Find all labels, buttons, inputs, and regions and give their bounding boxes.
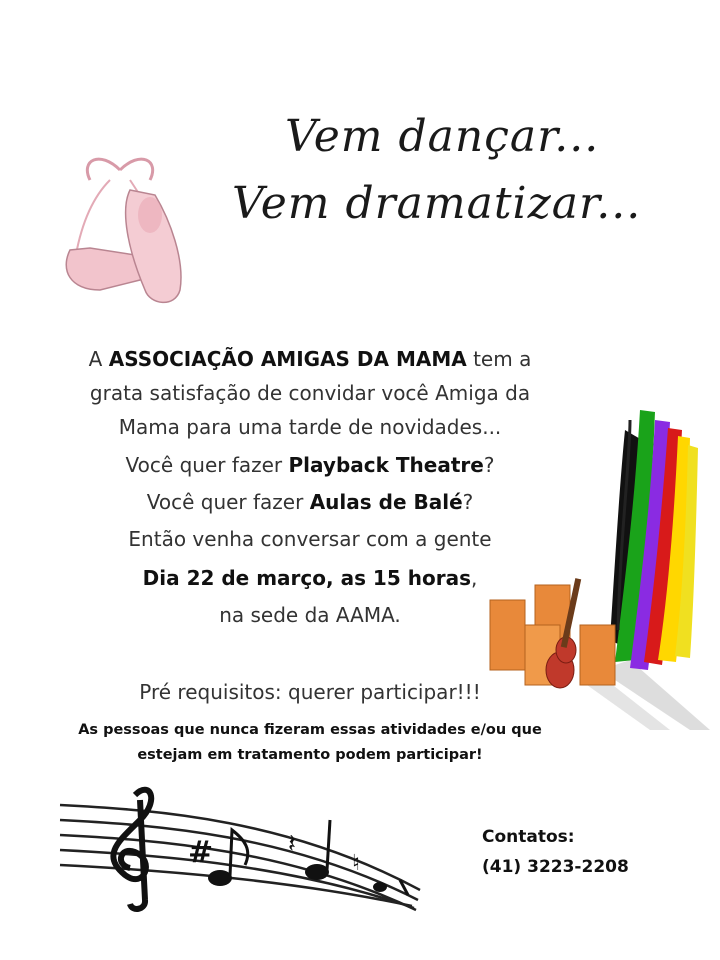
q1-bold: Playback Theatre [288,453,484,477]
q2-bold: Aulas de Balé [309,490,463,514]
note-line-2: estejam em tratamento podem participar! [137,747,483,763]
event-venue: na sede da AAMA. [219,603,401,627]
call-to-action: Então venha conversar com a gente [128,527,492,551]
svg-text:♮: ♮ [352,851,360,876]
costume-rack-icon [480,400,710,730]
date-suffix: , [470,566,478,590]
q2-prefix: Você quer fazer [146,490,304,514]
requirements: Pré requisitos: querer participar!!! [139,680,481,704]
intro-line-2: grata satisfação de convidar você Amiga da [89,381,531,405]
headline-line-1: Vem dançar... [285,111,600,162]
contacts-label: Contatos: [482,827,575,847]
intro-line-3: Mama para uma tarde de novidades... [118,415,502,439]
svg-text:𝄽: 𝄽 [288,829,296,859]
q1-suffix: ? [483,453,495,477]
intro-suffix: tem a [473,347,532,371]
org-name: ASSOCIAÇÃO AMIGAS DA MAMA [108,347,467,371]
svg-text:#: # [188,835,214,870]
contacts-phone: (41) 3223-2208 [482,857,629,877]
intro-prefix: A [88,347,103,371]
music-staff-icon [40,780,430,915]
headline-line-2: Vem dramatizar... [232,178,642,229]
intro-line-1 [30,342,590,376]
q1-prefix: Você quer fazer [125,453,283,477]
contacts [482,822,629,882]
date-bold: Dia 22 de março, as 15 horas [142,566,471,590]
note-line-1: As pessoas que nunca fizeram essas atividades e/ou que [78,722,542,738]
q2-suffix: ? [462,490,474,514]
ballet-shoes-icon [50,140,210,320]
